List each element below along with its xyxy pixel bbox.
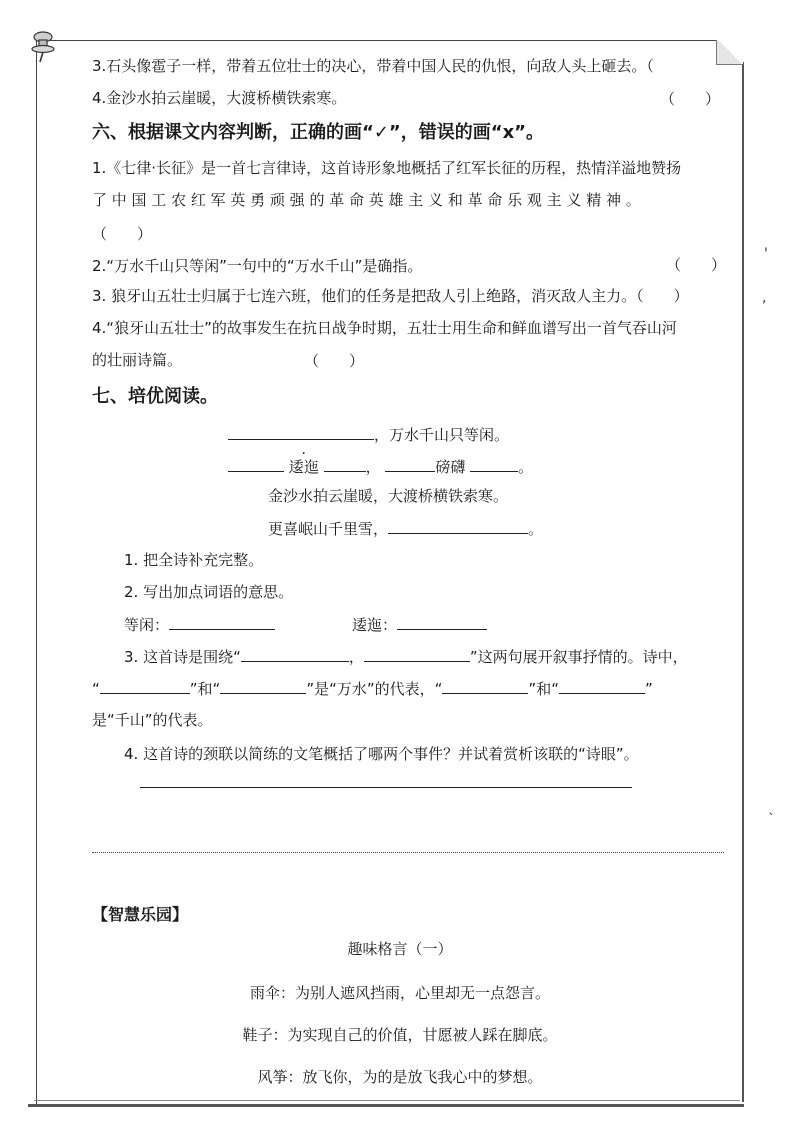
answer-blank[interactable]: [559, 678, 645, 694]
poem-comma: ，: [365, 458, 381, 476]
label-weiyi: 逶迤：: [352, 616, 398, 634]
poem-word-pangbo: 磅礴: [435, 458, 466, 476]
judge-item-1-line2: 了 中 国 工 农 红 军 英 勇 顽 强 的 革 命 英 雄 主 义 和 革 命 乐 观 主 义 精 神 。: [92, 191, 641, 209]
q3-text-d: “: [92, 680, 100, 698]
judge-item-3: 3. 狼牙山五壮士归属于七连六班，他们的任务是把敌人引上绝路，消灭敌人主力。（ ）: [92, 287, 689, 305]
poem-blank[interactable]: [388, 518, 528, 534]
judge-item-2-paren: （ ）: [666, 256, 727, 274]
answer-blank[interactable]: [241, 646, 349, 662]
margin-mark: ,: [762, 290, 767, 306]
definition-blank[interactable]: [169, 614, 275, 630]
q3-text-b: ，: [348, 648, 364, 666]
poem-period: 。: [518, 458, 534, 476]
label-dengxian: 等闲：: [124, 616, 170, 634]
answer-line[interactable]: [140, 787, 632, 788]
q3-text-e: ”和“: [189, 680, 221, 698]
q3-text-g: ”和“: [528, 680, 559, 698]
poem-period: 。: [528, 520, 544, 538]
answer-parentheses: （ ）: [660, 90, 721, 108]
judge-item-4-paren: （ ）: [304, 352, 365, 370]
judge-item-2: 2.“万水千山只等闲”一句中的“万水千山”是确指。: [92, 257, 423, 275]
definition-weiyi: [352, 614, 487, 635]
reading-question-2: 2. 写出加点词语的意思。: [124, 583, 294, 601]
poem-line-1-text: ，万水千山只等闲。: [374, 426, 510, 444]
margin-mark: ': [764, 246, 768, 262]
margin-mark: `: [768, 812, 775, 828]
dotted-word-weiyi: 逶迤: [288, 458, 319, 476]
poem-line-2: [228, 456, 533, 477]
poem-blank[interactable]: [324, 456, 366, 472]
sheet-right-edge: [742, 62, 744, 1102]
poem-blank[interactable]: [228, 424, 374, 440]
answer-blank[interactable]: [100, 678, 190, 694]
pushpin-icon: [28, 30, 58, 64]
poem-line-3: 金沙水拍云崖暖，大渡桥横铁索寒。: [268, 487, 509, 505]
section-7-heading: 七、培优阅读。: [92, 386, 218, 407]
maxim-shoes: 鞋子：为实现自己的价值，甘愿被人踩在脚底。: [242, 1026, 558, 1044]
question-4-text: 4.金沙水拍云崖暖，大渡桥横铁索寒。: [92, 89, 347, 107]
judge-item-1-paren: （ ）: [92, 225, 153, 243]
question-3-text: 3.石头像雹子一样，带着五位壮士的决心，带着中国人民的仇恨，向敌人头上砸去。（: [92, 57, 654, 75]
section-6-heading: 六、根据课文内容判断，正确的画“✓”，错误的画“x”。: [92, 122, 545, 143]
poem-line-4-text: 更喜岷山千里雪，: [268, 520, 389, 538]
answer-blank[interactable]: [220, 678, 306, 694]
answer-blank[interactable]: [442, 678, 528, 694]
reading-question-3-line2: [92, 678, 653, 699]
poem-blank[interactable]: [228, 456, 284, 472]
poem-blank[interactable]: [470, 456, 518, 472]
judge-item-4-line2: 的壮丽诗篇。: [92, 351, 183, 369]
maxim-umbrella: 雨伞：为别人遮风挡雨，心里却无一点怨言。: [249, 984, 550, 1002]
dotted-divider: [92, 852, 724, 853]
judge-item-4-line1: 4.“狼牙山五壮士”的故事发生在抗日战争时期，五壮士用生命和鲜血谱写出一首气吞山河: [92, 319, 677, 337]
poem-line-4: [268, 518, 543, 539]
answer-blank[interactable]: [364, 646, 470, 662]
reading-question-1: 1. 把全诗补充完整。: [124, 551, 264, 569]
garden-subtitle: 趣味格言（一）: [347, 940, 453, 958]
sheet-bottom-edge-inner: [34, 1100, 740, 1101]
garden-heading: 【智慧乐园】: [92, 905, 189, 924]
poem-blank[interactable]: [385, 456, 435, 472]
poem-line-1: [228, 424, 509, 445]
judge-item-1-line1: 1.《七律·长征》是一首七言律诗，这首诗形象地概括了红军长征的历程，热情洋溢地赞扬: [92, 159, 682, 177]
reading-question-3-line1: [124, 646, 688, 667]
sheet-bottom-edge: [28, 1104, 744, 1107]
reading-question-4: 4. 这首诗的颈联以简练的文笔概括了哪两个事件？并试着赏析该联的“诗眼”。: [124, 745, 639, 763]
definition-blank[interactable]: [397, 614, 487, 630]
reading-question-3-line3: 是“千山”的代表。: [92, 711, 213, 729]
q3-text-h: ”: [644, 680, 653, 698]
q3-text-a: 3. 这首诗是围绕“: [124, 648, 241, 666]
definition-dengxian: [124, 614, 275, 635]
q3-text-c: ”这两句展开叙事抒情的。诗中，: [469, 648, 688, 666]
q3-text-f: ”是“万水”的代表，“: [306, 680, 443, 698]
maxim-kite: 风筝：放飞你，为的是放飞我心中的梦想。: [257, 1068, 543, 1086]
page-corner-fold: [716, 40, 743, 65]
